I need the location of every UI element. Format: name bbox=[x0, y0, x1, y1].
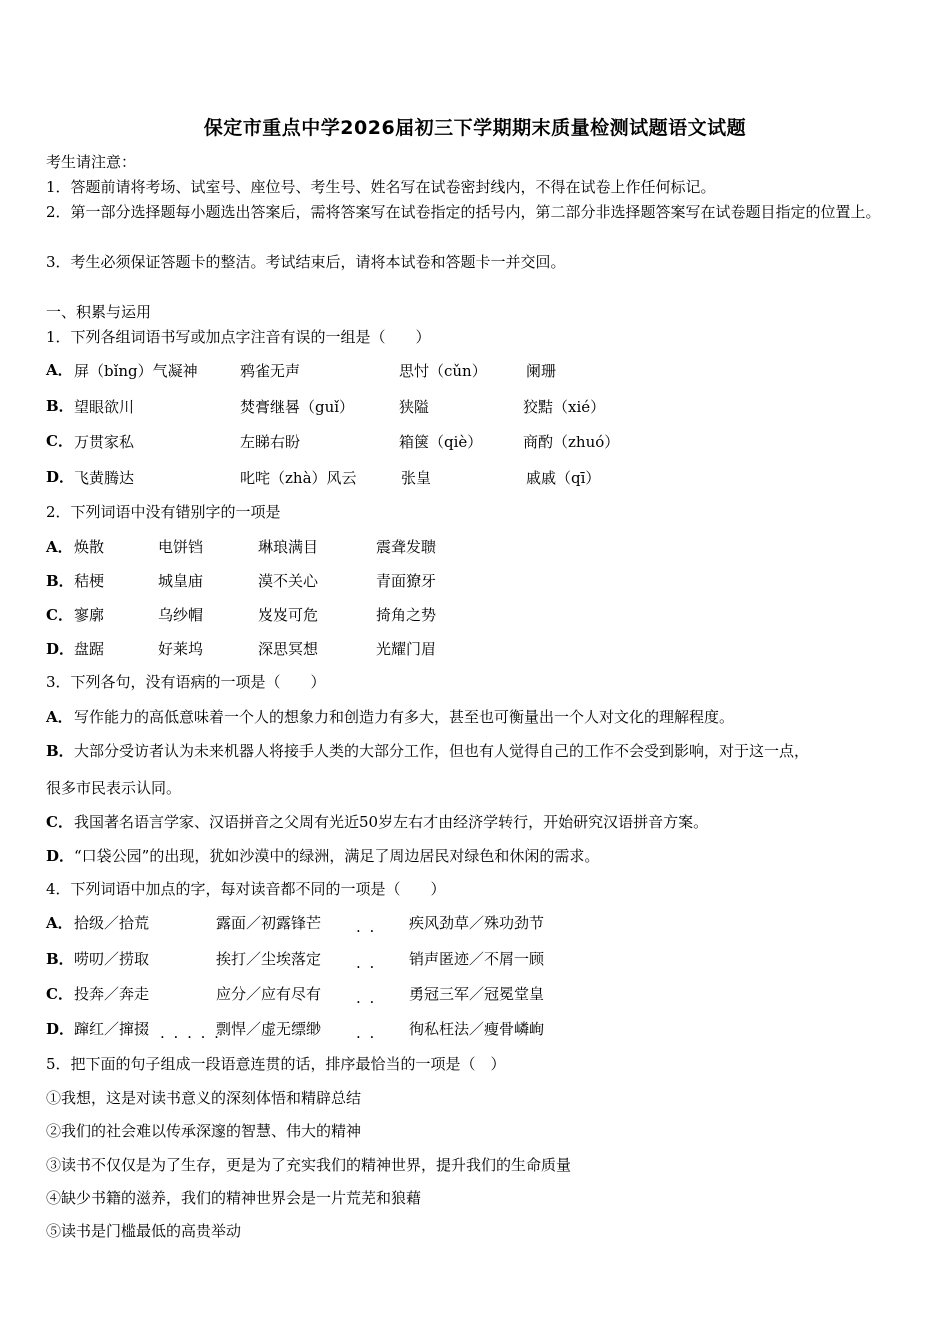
option-label: A． bbox=[46, 361, 73, 379]
option-label: A． bbox=[46, 914, 73, 932]
emphasis-dots: . . bbox=[356, 1024, 377, 1042]
option-label: D． bbox=[46, 640, 75, 658]
emphasis-dots: . . bbox=[356, 989, 377, 1007]
option-item: 左睇右盼 bbox=[240, 433, 301, 451]
option-item: 露面／初露锋芒 bbox=[216, 914, 322, 932]
section-heading: 一、积累与运用 bbox=[46, 303, 152, 321]
option-label: B． bbox=[46, 397, 74, 415]
question-stem: 2．下列词语中没有错别字的一项是 bbox=[46, 503, 281, 521]
option-label: D． bbox=[46, 468, 75, 486]
option-label: A． bbox=[46, 708, 73, 726]
sentence-item: ④缺少书籍的滋养，我们的精神世界会是一片荒芜和狼藉 bbox=[46, 1189, 422, 1207]
option-item: 投奔／奔走 bbox=[74, 985, 150, 1003]
option-item: 秸梗 bbox=[74, 572, 105, 590]
emphasis-dots: . . . . . bbox=[160, 1024, 221, 1042]
option-item: 光耀门眉 bbox=[376, 640, 437, 658]
option-label: C． bbox=[46, 432, 73, 450]
option-item: 城皇庙 bbox=[158, 572, 204, 590]
option-item: 电饼铛 bbox=[158, 538, 204, 556]
option-item: 叱咤（zhà）风云 bbox=[240, 469, 357, 487]
sentence-item: ①我想，这是对读书意义的深刻体悟和精辟总结 bbox=[46, 1089, 362, 1107]
option-text: 写作能力的高低意味着一个人的想象力和创造力有多大，甚至也可衡量出一个人对文化的理解程度。 bbox=[74, 708, 735, 726]
option-label: D． bbox=[46, 1020, 75, 1038]
option-item: 青面獠牙 bbox=[376, 572, 437, 590]
option-item: 张皇 bbox=[401, 469, 432, 487]
option-label: C． bbox=[46, 985, 73, 1003]
option-item: 箱箧（qiè） bbox=[399, 433, 483, 451]
option-item: 望眼欲川 bbox=[74, 398, 135, 416]
option-item: 挨打／尘埃落定 bbox=[216, 950, 322, 968]
option-label: A． bbox=[46, 538, 73, 556]
option-item: 飞黄腾达 bbox=[74, 469, 135, 487]
question-stem: 3．下列各句，没有语病的一项是（ ） bbox=[46, 673, 326, 691]
option-item: 琳琅满目 bbox=[258, 538, 319, 556]
question-stem: 1．下列各组词语书写或加点字注音有误的一组是（ ） bbox=[46, 328, 431, 346]
option-item: 狡黠（xié） bbox=[523, 398, 606, 416]
option-item: 深思冥想 bbox=[258, 640, 319, 658]
option-item: 漠不关心 bbox=[258, 572, 319, 590]
option-label: D． bbox=[46, 847, 75, 865]
notice-heading: 考生请注意： bbox=[46, 153, 137, 171]
option-item: 鸦雀无声 bbox=[240, 362, 301, 380]
option-item: 唠叨／捞取 bbox=[74, 950, 150, 968]
option-label: B． bbox=[46, 950, 74, 968]
option-label: B． bbox=[46, 742, 74, 760]
notice-item: 3．考生必须保证答题卡的整洁。考试结束后，请将本试卷和答题卡一并交回。 bbox=[46, 253, 566, 271]
emphasis-dots: . . bbox=[356, 954, 377, 972]
option-item: 乌纱帽 bbox=[158, 606, 204, 624]
option-item: 蹿红／撺掇 bbox=[74, 1020, 150, 1038]
page-title: 保定市重点中学2026届初三下学期期末质量检测试题语文试题 bbox=[203, 117, 747, 139]
option-item: 岌岌可危 bbox=[258, 606, 319, 624]
notice-item: 1．答题前请将考场、试室号、座位号、考生号、姓名写在试卷密封线内，不得在试卷上作任何标记。 bbox=[46, 178, 716, 196]
option-item: 拾级／拾荒 bbox=[74, 914, 150, 932]
option-item: 盘踞 bbox=[74, 640, 105, 658]
sentence-item: ②我们的社会难以传承深邃的智慧、伟大的精神 bbox=[46, 1122, 362, 1140]
option-label: C． bbox=[46, 606, 73, 624]
option-text: “口袋公园”的出现，犹如沙漠中的绿洲，满足了周边居民对绿色和休闲的需求。 bbox=[74, 847, 600, 865]
option-item: 掎角之势 bbox=[376, 606, 437, 624]
emphasis-dots: . . bbox=[356, 918, 377, 936]
option-item: 剽悍／虚无缥缈 bbox=[216, 1020, 322, 1038]
option-item: 焚膏继晷（guǐ） bbox=[240, 398, 355, 416]
option-item: 应分／应有尽有 bbox=[216, 985, 322, 1003]
option-item: 销声匿迹／不屑一顾 bbox=[409, 950, 545, 968]
option-label: C． bbox=[46, 813, 73, 831]
option-item: 屏（bǐng）气凝神 bbox=[74, 362, 198, 380]
sentence-item: ⑤读书是门槛最低的高贵举动 bbox=[46, 1222, 242, 1240]
option-item: 勇冠三军／冠冕堂皇 bbox=[409, 985, 545, 1003]
option-item: 戚戚（qī） bbox=[526, 469, 601, 487]
option-item: 寥廓 bbox=[74, 606, 105, 624]
option-item: 好莱坞 bbox=[158, 640, 204, 658]
notice-item: 2．第一部分选择题每小题选出答案后，需将答案写在试卷指定的括号内，第二部分非选择题答案写在试卷题目指定的位置上。 bbox=[46, 203, 881, 221]
option-item: 疾风劲草／殊功劲节 bbox=[409, 914, 545, 932]
option-item: 商酌（zhuó） bbox=[523, 433, 620, 451]
sentence-item: ③读书不仅仅是为了生存，更是为了充实我们的精神世界，提升我们的生命质量 bbox=[46, 1156, 572, 1174]
option-item: 震聋发聩 bbox=[376, 538, 437, 556]
option-item: 徇私枉法／瘦骨嶙峋 bbox=[409, 1020, 545, 1038]
option-item: 万贯家私 bbox=[74, 433, 135, 451]
option-text-continued: 很多市民表示认同。 bbox=[46, 779, 182, 797]
option-item: 阑珊 bbox=[526, 362, 557, 380]
question-stem: 5．把下面的句子组成一段语意连贯的话，排序最恰当的一项是（ ） bbox=[46, 1055, 506, 1073]
option-item: 焕散 bbox=[74, 538, 105, 556]
option-label: B． bbox=[46, 572, 74, 590]
option-item: 狭隘 bbox=[399, 398, 430, 416]
option-text: 我国著名语言学家、汉语拼音之父周有光近50岁左右才由经济学转行，开始研究汉语拼音方案。 bbox=[74, 813, 709, 831]
question-stem: 4．下列词语中加点的字，每对读音都不同的一项是（ ） bbox=[46, 880, 446, 898]
option-text: 大部分受访者认为未来机器人将接手人类的大部分工作，但也有人觉得自己的工作不会受到影响，对于这一点， bbox=[74, 742, 810, 760]
option-item: 思忖（cǔn） bbox=[399, 362, 487, 380]
